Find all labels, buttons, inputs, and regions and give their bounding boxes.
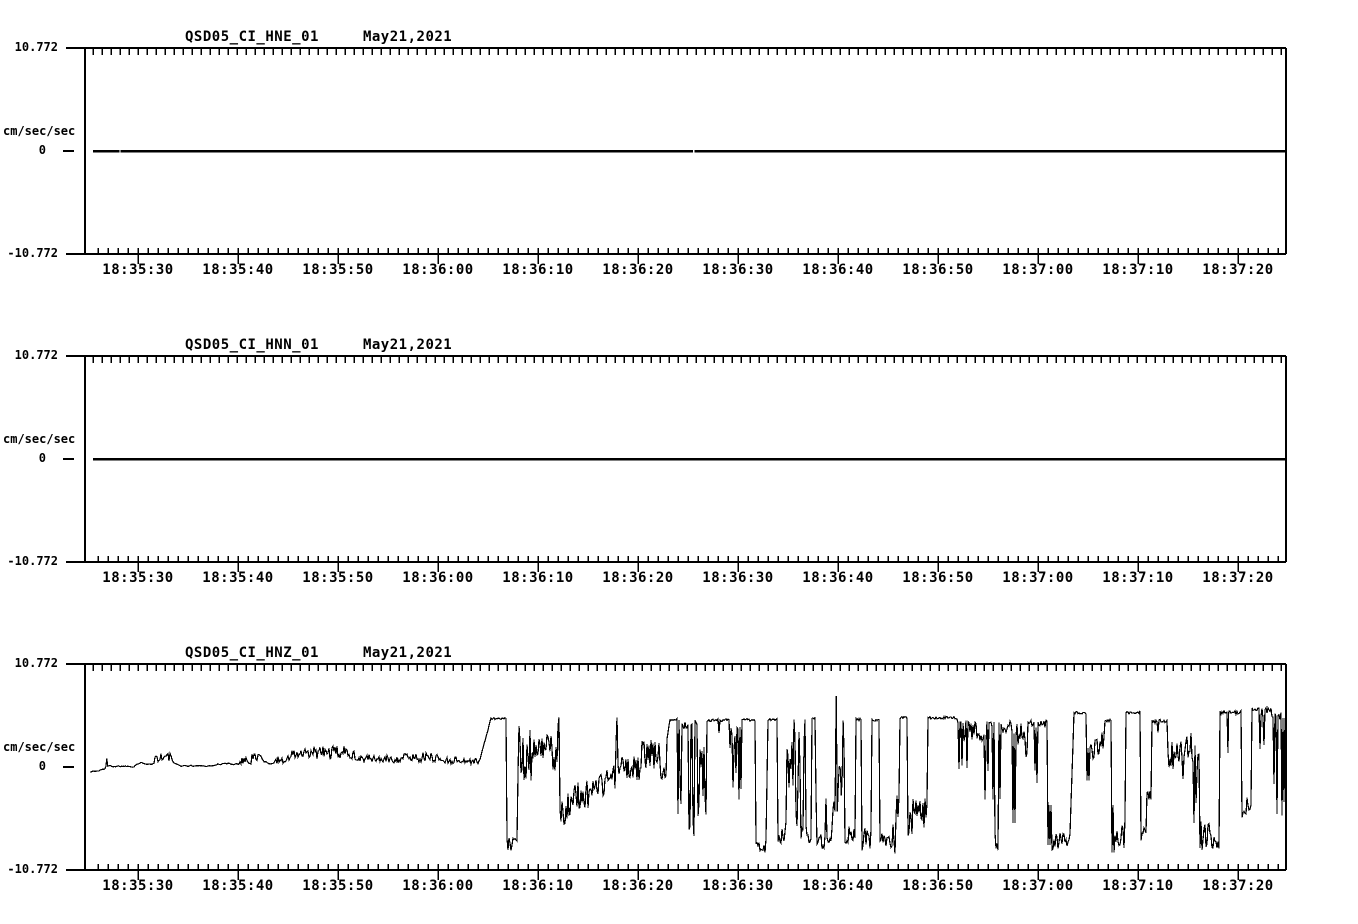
x-tick-label: 18:36:20 bbox=[602, 570, 674, 586]
y-axis-zero-label: 0 bbox=[38, 759, 46, 773]
x-tick-label: 18:37:20 bbox=[1202, 570, 1274, 586]
x-tick-label: 18:36:40 bbox=[802, 878, 874, 894]
waveform-trace-hnz bbox=[90, 696, 1285, 853]
x-tick-label: 18:37:00 bbox=[1002, 878, 1074, 894]
x-tick-label: 18:36:30 bbox=[702, 570, 774, 586]
y-axis-min-label: -10.772 bbox=[7, 554, 58, 568]
x-tick-label: 18:36:10 bbox=[502, 570, 574, 586]
chart-title-station: QSD05_CI_HNE_01 bbox=[185, 29, 319, 45]
x-tick-label: 18:36:30 bbox=[702, 878, 774, 894]
chart-title-date: May21,2021 bbox=[362, 645, 453, 661]
x-tick-label: 18:35:40 bbox=[202, 262, 274, 278]
chart-title bbox=[185, 29, 452, 45]
x-tick-label: 18:36:50 bbox=[902, 262, 974, 278]
x-tick-label: 18:36:30 bbox=[702, 262, 774, 278]
chart-title-date: May21,2021 bbox=[362, 337, 453, 353]
x-tick-label: 18:37:10 bbox=[1102, 570, 1174, 586]
x-tick-label: 18:36:50 bbox=[902, 878, 974, 894]
x-tick-label: 18:35:30 bbox=[102, 570, 174, 586]
y-axis-zero-label: 0 bbox=[38, 451, 46, 465]
chart-axes-hne bbox=[63, 48, 1286, 264]
x-tick-label: 18:35:30 bbox=[102, 878, 174, 894]
x-tick-label: 18:35:30 bbox=[102, 262, 174, 278]
chart-title-station: QSD05_CI_HNN_01 bbox=[185, 337, 319, 353]
x-tick-label: 18:36:10 bbox=[502, 262, 574, 278]
y-axis-max-label: 10.772 bbox=[14, 348, 58, 362]
x-tick-label: 18:35:50 bbox=[302, 262, 374, 278]
x-tick-label: 18:35:50 bbox=[302, 570, 374, 586]
chart-title-station: QSD05_CI_HNZ_01 bbox=[185, 645, 319, 661]
chart-axes-hnn bbox=[63, 356, 1286, 572]
chart-title bbox=[185, 337, 452, 353]
x-tick-label: 18:36:20 bbox=[602, 878, 674, 894]
x-tick-label: 18:37:00 bbox=[1002, 570, 1074, 586]
y-axis-max-label: 10.772 bbox=[14, 656, 58, 670]
y-axis-min-label: -10.772 bbox=[7, 246, 58, 260]
x-tick-label: 18:36:00 bbox=[402, 878, 474, 894]
x-tick-label: 18:37:20 bbox=[1202, 878, 1274, 894]
y-axis-units-label: cm/sec/sec bbox=[3, 432, 76, 446]
chart-title-date: May21,2021 bbox=[362, 29, 453, 45]
y-axis-units-label: cm/sec/sec bbox=[3, 740, 76, 754]
x-tick-label: 18:37:10 bbox=[1102, 878, 1174, 894]
x-tick-label: 18:36:40 bbox=[802, 570, 874, 586]
x-tick-label: 18:36:40 bbox=[802, 262, 874, 278]
x-tick-label: 18:37:20 bbox=[1202, 262, 1274, 278]
x-tick-label: 18:36:10 bbox=[502, 878, 574, 894]
x-tick-label: 18:36:20 bbox=[602, 262, 674, 278]
y-axis-max-label: 10.772 bbox=[14, 40, 58, 54]
x-tick-label: 18:37:10 bbox=[1102, 262, 1174, 278]
chart-title bbox=[185, 645, 452, 661]
x-tick-label: 18:36:00 bbox=[402, 262, 474, 278]
chart-axes-hnz bbox=[63, 664, 1286, 880]
y-axis-units-label: cm/sec/sec bbox=[3, 124, 76, 138]
x-tick-label: 18:35:40 bbox=[202, 878, 274, 894]
x-tick-label: 18:35:50 bbox=[302, 878, 374, 894]
x-tick-label: 18:36:00 bbox=[402, 570, 474, 586]
y-axis-zero-label: 0 bbox=[38, 143, 46, 157]
x-tick-label: 18:37:00 bbox=[1002, 262, 1074, 278]
x-tick-label: 18:36:50 bbox=[902, 570, 974, 586]
x-tick-label: 18:35:40 bbox=[202, 570, 274, 586]
y-axis-min-label: -10.772 bbox=[7, 862, 58, 876]
